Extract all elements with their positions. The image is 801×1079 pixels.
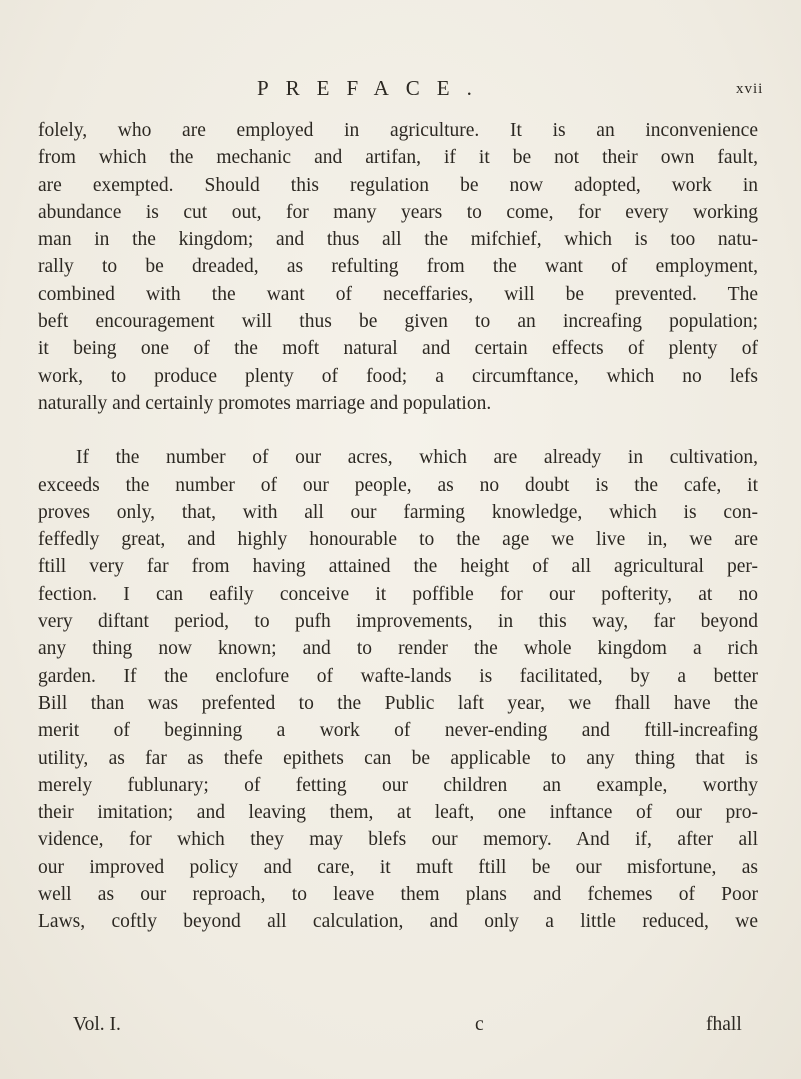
text-line: combined with the want of neceffaries, will be prevented. The	[38, 283, 758, 305]
text-line: it being one of the moft natural and certain effects of plenty of	[38, 338, 758, 360]
running-head	[0, 76, 801, 106]
text-line: any thing now known; and to render the whole kingdom a rich	[38, 638, 758, 660]
text-line: abundance is cut out, for many years to come, for every working	[38, 201, 758, 223]
paragraph-1	[38, 117, 758, 417]
text-line: proves only, that, with all our farming knowledge, which is con-	[38, 501, 758, 523]
body-text	[38, 117, 758, 936]
text-line: fection. I can eafily conceive it poffible for our pofterity, at no	[38, 583, 758, 605]
text-line: folely, who are employed in agriculture. It is an inconvenience	[38, 120, 758, 141]
text-line: exceeds the number of our people, as no doubt is the cafe, it	[38, 474, 758, 496]
text-line: merit of beginning a work of never-ending and ftill-increafing	[38, 720, 758, 742]
text-line: their imitation; and leaving them, at leaft, one inftance of our pro-	[38, 802, 758, 824]
text-line: naturally and certainly promotes marriage and population.	[38, 392, 492, 414]
text-line: well as our reproach, to leave them plans and fchemes of Poor	[38, 884, 758, 906]
text-line: utility, as far as thefe epithets can be applicable to any thing that is	[38, 747, 758, 769]
catchword: fhall	[706, 1014, 742, 1035]
text-line: from which the mechanic and artifan, if it be not their own fault,	[38, 147, 758, 169]
text-line: Laws, coftly beyond all calculation, and only a little reduced, we	[38, 911, 758, 933]
text-line: feffedly great, and highly honourable to the age we live in, we are	[38, 529, 758, 551]
paragraph-gap	[38, 417, 758, 444]
volume-label: Vol. I.	[73, 1014, 121, 1035]
text-line: rally to be dreaded, as refulting from the want of employment,	[38, 256, 758, 278]
text-line: work, to produce plenty of food; a circumftance, which no lefs	[38, 365, 758, 387]
running-head-title: PREFACE.	[257, 76, 489, 100]
page-footer	[0, 1014, 801, 1042]
text-line: man in the kingdom; and thus all the mifchief, which is too natu-	[38, 229, 758, 251]
paragraph-2	[38, 444, 758, 935]
signature-mark: c	[475, 1014, 484, 1035]
text-line: beft encouragement will thus be given to an increafing population;	[38, 311, 758, 333]
text-line: garden. If the enclofure of wafte-lands is facilitated, by a better	[38, 665, 758, 687]
page-number: xvii	[736, 81, 764, 97]
text-line: ftill very far from having attained the height of all agricultural per-	[38, 556, 758, 578]
text-line: are exempted. Should this regulation be now adopted, work in	[38, 174, 758, 196]
text-line: merely fublunary; of fetting our children an example, worthy	[38, 774, 758, 796]
text-line: very diftant period, to pufh improvements, in this way, far beyond	[38, 611, 758, 633]
text-line: If the number of our acres, which are already in cultivation,	[76, 447, 758, 469]
text-line: vidence, for which they may blefs our memory. And if, after all	[38, 829, 758, 851]
text-line: Bill than was prefented to the Public laft year, we fhall have the	[38, 692, 758, 714]
text-line: our improved policy and care, it muft ftill be our misfortune, as	[38, 856, 758, 878]
